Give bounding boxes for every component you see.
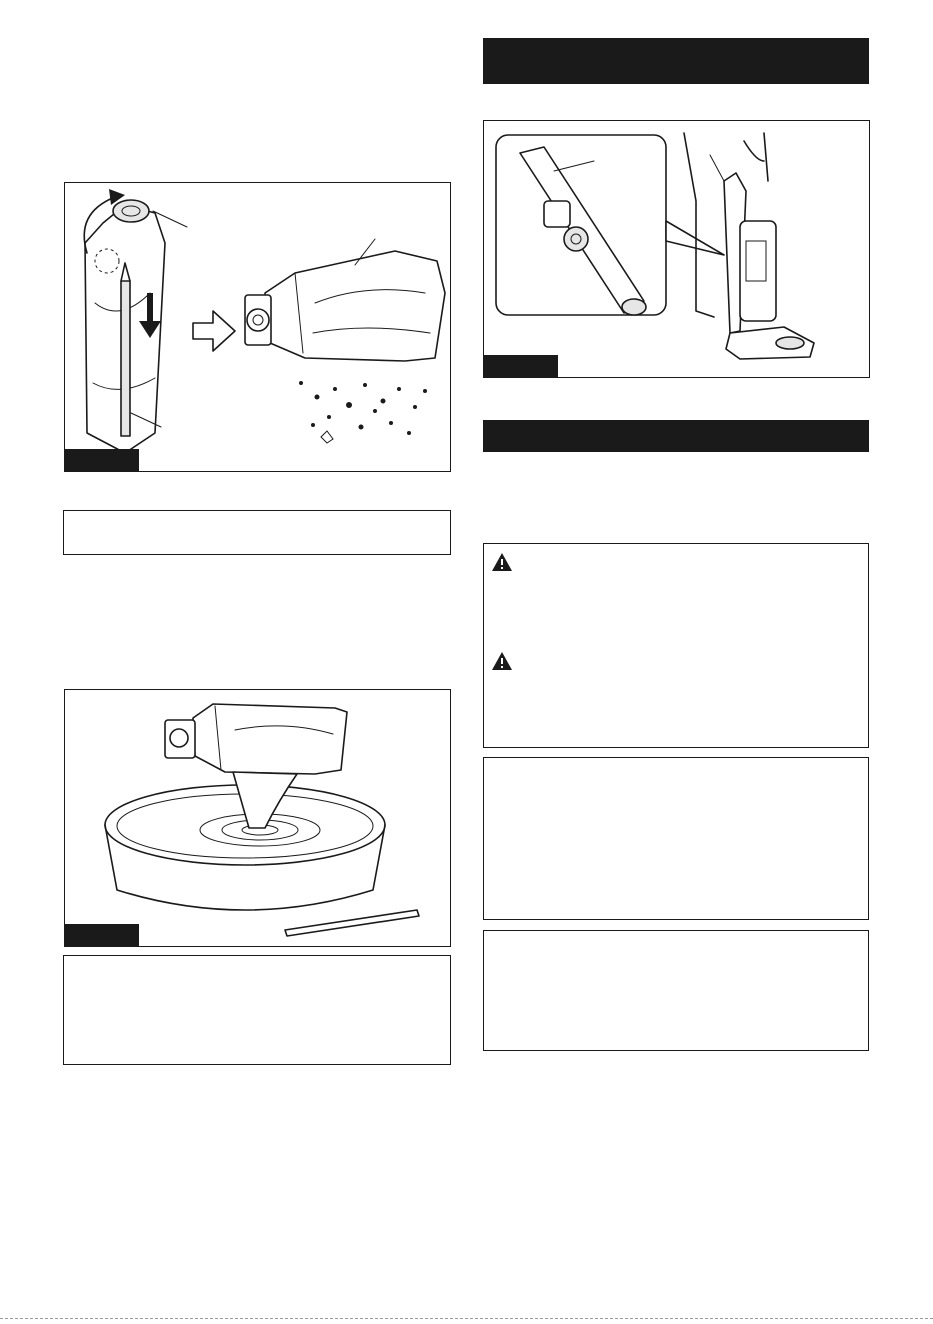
figure-number-tag xyxy=(65,924,139,946)
caution-box xyxy=(63,955,451,1065)
note-box xyxy=(483,930,869,1051)
figure-number-tag xyxy=(65,449,139,471)
figure-dust-bag-emptying xyxy=(64,182,451,472)
section-heading-bar xyxy=(483,420,869,452)
figure-dust-bag-washing xyxy=(64,689,451,947)
dust-bag-emptying-illustration xyxy=(65,183,451,472)
figure-number-tag xyxy=(484,355,558,377)
notice-box xyxy=(483,757,869,920)
warning-triangle-icon xyxy=(491,552,513,572)
warning-triangle-icon xyxy=(491,651,513,671)
cleaner-storage-illustration xyxy=(484,121,870,378)
section-heading-bar xyxy=(483,38,869,84)
warning-box xyxy=(483,543,869,748)
page-edge-rule xyxy=(0,1318,933,1319)
dust-bag-washing-illustration xyxy=(65,690,451,947)
figure-cleaner-handle-storage xyxy=(483,120,870,378)
note-box xyxy=(63,510,451,555)
